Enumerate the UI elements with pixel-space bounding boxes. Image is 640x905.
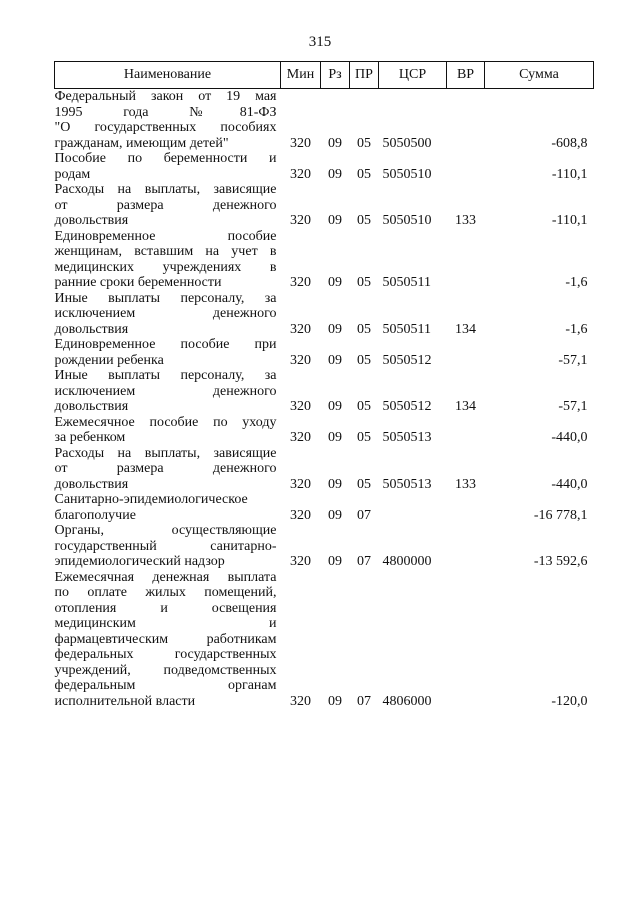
row-name-line: исполнительной власти: [54, 693, 196, 709]
row-name-line: ранние сроки беременности: [54, 275, 222, 290]
row-name-line: довольствия: [54, 213, 129, 228]
row-vr: [447, 229, 485, 291]
row-pr: 05: [357, 399, 371, 414]
row-sum: -1,6: [565, 275, 588, 290]
column-header-rz: Рз: [321, 62, 350, 89]
row-name-line: Иные выплаты персоналу, за: [54, 290, 277, 306]
row-pr: 05: [357, 135, 371, 151]
row-name-line: исключением денежного: [54, 306, 277, 321]
row-sum: -440,0: [551, 476, 588, 492]
row-csr: 5050513: [382, 476, 432, 492]
row-name-line: Единовременное пособие при: [54, 337, 277, 352]
column-header-pr: ПР: [350, 62, 379, 89]
table-body: [55, 89, 594, 710]
row-csr: 5050511: [382, 321, 431, 337]
row-rz: 09: [328, 430, 342, 445]
row-csr: 4806000: [382, 693, 432, 709]
row-name-line: государственный санитарно-: [54, 538, 277, 554]
row-vr: [447, 415, 485, 446]
row-vr: [447, 523, 485, 570]
row-sum: -1,6: [565, 321, 588, 337]
row-name-line: довольствия: [54, 399, 129, 414]
row-min: 320: [290, 430, 311, 445]
row-name-line: Органы, осуществляющие: [54, 523, 277, 538]
row-sum: -120,0: [551, 693, 588, 709]
table-row: [55, 492, 594, 523]
row-name-line: отопления и освещения: [54, 600, 277, 616]
column-header-sum: Сумма: [485, 62, 594, 89]
page-number: 315: [308, 34, 332, 50]
row-name: [55, 229, 281, 291]
row-name: [55, 492, 281, 523]
row-rz: 09: [328, 321, 342, 337]
row-pr: 05: [357, 352, 371, 368]
table-header-row: [55, 62, 594, 89]
row-name-line: медицинских учреждениях в: [54, 259, 277, 275]
row-min: 320: [290, 135, 311, 151]
row-vr: 133: [455, 476, 476, 492]
row-csr: 5050510: [382, 213, 432, 228]
row-pr: 05: [357, 321, 371, 337]
row-sum: -57,1: [558, 399, 588, 414]
row-name-line: гражданам, имеющим детей": [54, 135, 229, 151]
row-name-line: учреждений, подведомственных: [54, 662, 277, 678]
row-sum: -16 778,1: [533, 507, 588, 523]
row-name-line: от размера денежного: [54, 461, 277, 476]
row-name-line: 1995 года №81-ФЗ: [54, 104, 277, 120]
row-sum: -440,0: [551, 430, 588, 445]
row-name-line: фармацевтическим работникам: [54, 631, 277, 647]
row-name-line: довольствия: [54, 476, 129, 492]
row-name-line: Санитарно-эпидемиологическое: [54, 492, 248, 507]
row-rz: 09: [328, 554, 342, 569]
row-rz: 09: [328, 476, 342, 492]
row-name: [55, 415, 281, 446]
row-csr: 5050500: [382, 135, 432, 151]
row-csr: 5050512: [382, 399, 432, 414]
row-min: 320: [290, 476, 311, 492]
row-min: 320: [290, 554, 311, 569]
row-min: 320: [290, 352, 311, 368]
row-name: [55, 337, 281, 368]
table-row: [55, 368, 594, 415]
table-row: [55, 182, 594, 229]
row-pr: 05: [357, 275, 371, 290]
row-name-line: Иные выплаты персоналу, за: [54, 368, 277, 383]
row-pr: 07: [357, 507, 371, 523]
row-rz: 09: [328, 166, 342, 182]
row-csr: 5050511: [382, 275, 431, 290]
table-row: [55, 415, 594, 446]
row-min: 320: [290, 321, 311, 337]
column-header-min: Мин: [281, 62, 321, 89]
row-sum: -13 592,6: [533, 554, 588, 569]
row-csr: 5050513: [382, 430, 432, 445]
column-header-vr: ВР: [447, 62, 485, 89]
row-name-line: Расходы на выплаты, зависящие: [54, 445, 277, 461]
row-pr: 07: [357, 693, 371, 709]
row-name: [55, 182, 281, 229]
row-name: [55, 368, 281, 415]
row-min: 320: [290, 213, 311, 228]
table-row: [55, 229, 594, 291]
row-pr: 05: [357, 430, 371, 445]
row-pr: 07: [357, 554, 371, 569]
row-vr: 134: [455, 399, 476, 414]
row-name-line: Пособие по беременности и: [54, 151, 277, 166]
row-name: [55, 151, 281, 182]
row-name: [55, 523, 281, 570]
row-name-line: федеральным органам: [54, 678, 277, 693]
row-name: [55, 446, 281, 493]
row-name-line: эпидемиологический надзор: [54, 554, 225, 569]
budget-table: [54, 61, 594, 709]
row-name-line: исключением денежного: [54, 383, 277, 399]
row-min: 320: [290, 507, 311, 523]
row-vr: [447, 337, 485, 368]
table-row: [55, 337, 594, 368]
row-name: [55, 89, 281, 152]
table-row: [55, 523, 594, 570]
row-sum: -110,1: [551, 166, 588, 182]
row-csr: [379, 492, 447, 523]
row-name-line: федеральных государственных: [54, 647, 277, 662]
table-row: [55, 151, 594, 182]
row-vr: 133: [455, 213, 476, 228]
row-vr: [447, 89, 485, 152]
row-name-line: родам: [54, 166, 91, 182]
row-vr: [447, 570, 485, 710]
row-sum: -57,1: [558, 352, 588, 368]
row-rz: 09: [328, 399, 342, 414]
row-vr: 134: [455, 321, 476, 337]
table-row: [55, 570, 594, 710]
row-min: 320: [290, 275, 311, 290]
row-pr: 05: [357, 213, 371, 228]
row-rz: 09: [328, 275, 342, 290]
row-vr: [447, 151, 485, 182]
row-rz: 09: [328, 693, 342, 709]
row-name-line: Ежемесячное пособие по уходу: [54, 414, 277, 430]
row-name-line: Федеральный закон от 19 мая: [54, 89, 277, 104]
row-csr: 5050512: [382, 352, 432, 368]
table-row: [55, 446, 594, 493]
row-name-line: за ребенком: [54, 430, 126, 445]
row-name: [55, 570, 281, 710]
row-csr: 4800000: [382, 554, 432, 569]
row-vr: [447, 492, 485, 523]
row-name-line: Единовременное пособие: [54, 228, 277, 244]
row-name-line: медицинским и: [54, 616, 277, 631]
row-name-line: от размера денежного: [54, 197, 277, 213]
row-csr: 5050510: [382, 166, 432, 182]
column-header-name: Наименование: [55, 62, 281, 89]
row-rz: 09: [328, 507, 342, 523]
row-name-line: благополучие: [54, 507, 136, 523]
row-name-line: рождении ребенка: [54, 352, 164, 368]
row-min: 320: [290, 166, 311, 182]
row-name-line: довольствия: [54, 321, 129, 337]
row-name-line: "О государственных пособиях: [54, 120, 277, 135]
column-header-csr: ЦСР: [379, 62, 447, 89]
row-name: [55, 291, 281, 338]
row-name-line: женщинам, вставшим на учет в: [54, 244, 277, 259]
row-name-line: Ежемесячная денежная выплата: [54, 569, 277, 585]
row-pr: 05: [357, 166, 371, 182]
row-pr: 05: [357, 476, 371, 492]
row-min: 320: [290, 399, 311, 414]
row-sum: -608,8: [551, 135, 588, 151]
row-sum: -110,1: [551, 213, 588, 228]
row-min: 320: [290, 693, 311, 709]
row-rz: 09: [328, 213, 342, 228]
table-row: [55, 291, 594, 338]
row-rz: 09: [328, 135, 342, 151]
table-row: [55, 89, 594, 152]
row-name-line: Расходы на выплаты, зависящие: [54, 182, 277, 197]
row-rz: 09: [328, 352, 342, 368]
row-name-line: по оплате жилых помещений,: [54, 585, 277, 600]
